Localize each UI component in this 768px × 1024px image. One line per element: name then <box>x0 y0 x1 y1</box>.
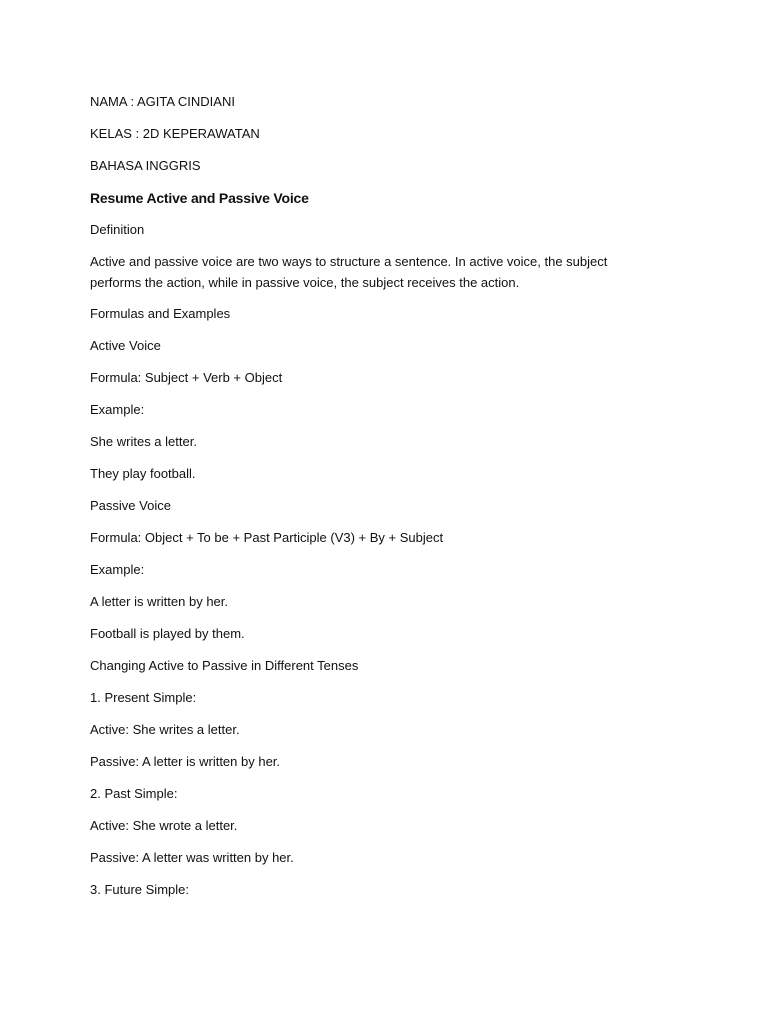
passive-example-label: Example: <box>90 562 145 577</box>
active-example-1: She writes a letter. <box>90 434 197 449</box>
definition-paragraph: Active and passive voice are two ways to structure a sentence. In active voice, the subject performs the action, while in passive voice, the subject receives the action. <box>90 254 608 290</box>
tenses-heading: Changing Active to Passive in Different Tenses <box>90 658 359 673</box>
active-example-label: Example: <box>90 402 145 417</box>
formulas-heading: Formulas and Examples <box>90 306 231 321</box>
active-voice-formula: Formula: Subject + Verb + Object <box>90 370 283 385</box>
document-title: Resume Active and Passive Voice <box>90 190 309 206</box>
passive-voice-heading: Passive Voice <box>90 498 171 513</box>
student-class: KELAS : 2D KEPERAWATAN <box>90 126 260 141</box>
tense-3-label: 3. Future Simple: <box>90 882 189 897</box>
passive-voice-formula: Formula: Object + To be + Past Participle (V3) + By + Subject <box>90 530 444 545</box>
passive-example-2: Football is played by them. <box>90 626 245 641</box>
student-name: NAMA : AGITA CINDIANI <box>90 94 235 109</box>
passive-example-1: A letter is written by her. <box>90 594 229 609</box>
active-voice-heading: Active Voice <box>90 338 161 353</box>
course-subject: BAHASA INGGRIS <box>90 158 201 173</box>
definition-heading: Definition <box>90 222 145 237</box>
tense-2-label: 2. Past Simple: <box>90 786 178 801</box>
active-example-2: They play football. <box>90 466 196 481</box>
tense-1-passive: Passive: A letter is written by her. <box>90 754 281 769</box>
document-body <box>90 94 650 914</box>
tense-2-passive: Passive: A letter was written by her. <box>90 850 294 865</box>
tense-1-label: 1. Present Simple: <box>90 690 197 705</box>
tense-2-active: Active: She wrote a letter. <box>90 818 238 833</box>
tense-1-active: Active: She writes a letter. <box>90 722 240 737</box>
